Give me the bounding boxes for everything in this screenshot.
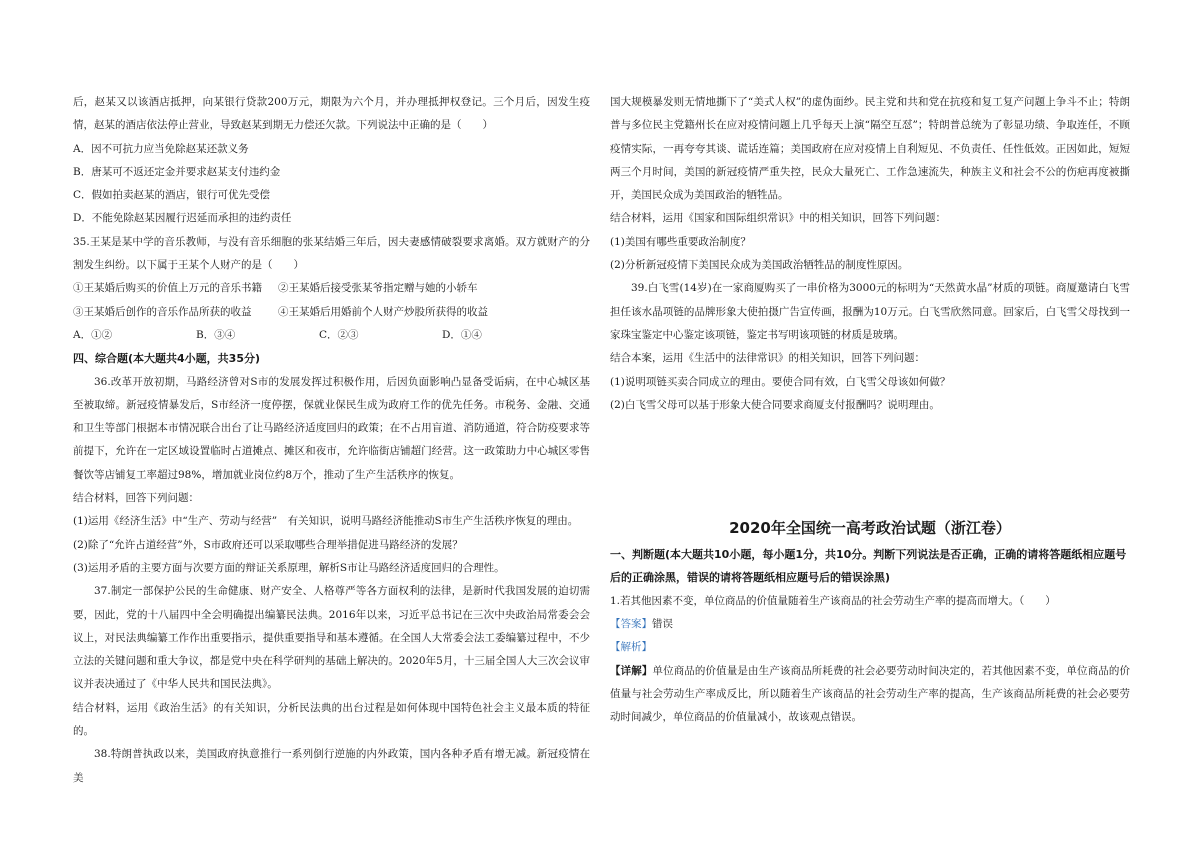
answer-value: 错误 xyxy=(652,618,673,631)
q39-sub-1: (1)说明项链买卖合同成立的理由。要使合同有效，白飞雪父母该如何做？ xyxy=(610,375,951,388)
q34-option-b: B．唐某可不返还定金并要求赵某支付违约金 xyxy=(73,165,281,178)
section-4-title: 四、综合题(本大题共4小题，共35分) xyxy=(73,352,261,366)
q36-sub-2: (2)除了“允许占道经营”外，S市政府还可以采取哪些合理举措促进马路经济的发展？ xyxy=(73,538,463,551)
q39-sub-2: (2)白飞雪父母可以基于形象大使合同要求商厦支付报酬吗？说明理由。 xyxy=(610,398,940,411)
q39-material: 39.白飞雪(14岁)在一家商厦购买了一串价格为3000元的标明为“天然黄水晶”材质的项链。商厦邀请白飞雪担任该水晶项链的品牌形象大使拍摄广告宣传画，报酬为10万元。白飞雪欣然同意。回家后，白飞雪父母找到一家珠宝鉴定中心鉴定该项链，鉴定书写明该项链的材质是玻璃。 xyxy=(610,282,1130,341)
q37-prompt: 结合材料，运用《政治生活》的有关知识，分析民法典的出台过程是如何体现中国特色社会主义最本质的特征的。 xyxy=(73,701,590,738)
q37-material: 37.制定一部保护公民的生命健康、财产安全、人格尊严等各方面权利的法律，是新时代我国发展的迫切需要，因此，党的十八届四中全会明确提出编纂民法典。2016年以来，习近平总书记在三次中央政治局常委会会议上，对民法典编纂工作作出重要指示，提供重要指导和基本遵循。在全国人大常委会法工委编纂过程中，不少立法的关键问题和重大争议，都是党中央在科学研判的基础上解决的。2020年5月，十三届全国人大三次会议审议并表决通过了《中华人民共和国民法典》。 xyxy=(73,585,590,691)
q36-sub-1: (1)运用《经济生活》中“生产、劳动与经营” 有关知识，说明马路经济能推动S市生产生活秩序恢复的理由。 xyxy=(73,515,579,528)
q34-option-d: D．不能免除赵某因履行迟延而承担的违约责任 xyxy=(73,212,292,225)
q35-item-4: ④王某婚后用婚前个人财产炒股所获得的收益 xyxy=(278,305,488,318)
paper-title: 2020年全国统一高考政治试题（浙江卷） xyxy=(729,519,1011,538)
q36-sub-3: (3)运用矛盾的主要方面与次要方面的辩证关系原理，解析S市让马路经济适度回归的合理性。 xyxy=(73,561,505,574)
q35-item-3: ③王某婚后创作的音乐作品所获的收益 xyxy=(73,305,252,318)
q38-prompt: 结合材料，运用《国家和国际组织常识》中的相关知识，回答下列问题： xyxy=(610,212,946,225)
q1-detail xyxy=(610,660,1130,730)
q35-items-row-2 xyxy=(73,301,590,324)
q34-continued-text: 后，赵某又以该酒店抵押，向某银行贷款200万元，期限为六个月，并办理抵押权登记。三个月后，因发生疫情，赵某的酒店依法停止营业，导致赵某到期无力偿还欠款。下列说法中正确的是（ ） xyxy=(73,96,590,132)
q35-choice-c: C．②③ xyxy=(319,328,359,341)
column-spacer xyxy=(610,417,1130,513)
q35-item-2: ②王某婚后接受张某爷指定赠与她的小轿车 xyxy=(278,282,478,295)
q36-prompt: 结合材料，回答下列问题： xyxy=(73,492,199,505)
detail-text: 单位商品的价值量是由生产该商品所耗费的社会必要劳动时间决定的，若其他因素不变，单位商品的价值量与社会劳动生产率成反比，所以随着生产该商品的社会劳动生产率的提高，生产该商品所耗费的社会必要劳动时间减少，单位商品的价值量减小，故该观点错误。 xyxy=(610,664,1131,724)
q38-sub-1: (1)美国有哪些重要政治制度？ xyxy=(610,235,751,248)
q34-option-c: C．假如拍卖赵某的酒店，银行可优先受偿 xyxy=(73,189,271,202)
analysis-tag: 【解析】 xyxy=(610,641,652,654)
q35-choice-b: B．③④ xyxy=(196,328,236,341)
right-column xyxy=(610,91,1130,730)
answer-tag: 【答案】 xyxy=(610,618,652,631)
q1-text: 1.若其他因素不变，单位商品的价值量随着生产该商品的社会劳动生产率的提高而增大。（ ） xyxy=(610,594,1056,607)
q36-material: 36.改革开放初期，马路经济曾对S市的发展发挥过积极作用，后因负面影响凸显备受诟病，在中心城区基至被取缔。新冠疫情暴发后，S市经济一度停摆，保就业保民生成为政府工作的优先任务。市税务、金融、交通和卫生等部门根据本市情况联合出台了让马路经济适度回归的政策；在不占用盲道、消防通道，符合防疫要求等前提下，允许在一定区域设置临时占道摊点、摊区和夜市，允许临街店铺超门经营。这一政策助力中心城区零售餐饮等店铺复工率超过98%，增加就业岗位约8万个，推动了生产生活秩序的恢复。 xyxy=(73,375,590,481)
q1-analysis xyxy=(610,636,1130,659)
q35-items-row-1 xyxy=(73,277,590,300)
q38-sub-2: (2)分析新冠疫情下美国民众成为美国政治牺牲品的制度性原因。 xyxy=(610,259,909,272)
section-1-title: 一、判断题(本大题共10小题，每小题1分，共10分。判断下列说法是否正确，正确的请将答题纸相应题号后的正确涂黑，错误的请将答题纸相应题号后的错误涂黑) xyxy=(610,548,1127,585)
q35-choice-d: D．①④ xyxy=(442,328,482,341)
q35-choice-a: A．①② xyxy=(73,328,113,341)
q35-item-1: ①王某婚后购买的价值上万元的音乐书籍 xyxy=(73,282,262,295)
q35-stem: 35.王某是某中学的音乐教师，与没有音乐细胞的张某结婚三年后，因夫妻感情破裂要求离婚。双方就财产的分割发生纠纷。以下属于王某个人财产的是（ ） xyxy=(73,235,590,272)
q38-continued-text: 国大规模暴发则无情地撕下了“美式人权”的虚伪面纱。民主党和共和党在抗疫和复工复产问题上争斗不止；特朗普与多位民主党籍州长在应对疫情问题上几乎每天上演“隔空互怼”；特朗普总统为了彰显功绩、争取连任，不顾疫情实际，一再夸夸其谈、谎话连篇；美国政府在应对疫情上自利短见、不负责任、任性低效。正因如此，短短两三个月时间，美国的新冠疫情严重失控，民众大量死亡、工作急速流失，种族主义和社会不公的伤疤再度被撕开，美国民众成为美国政治的牺牲品。 xyxy=(610,96,1130,202)
q1-answer xyxy=(610,613,1130,636)
q34-option-a: A．因不可抗力应当免除赵某还款义务 xyxy=(73,142,249,155)
q35-choices xyxy=(73,324,590,347)
left-column xyxy=(73,91,590,790)
q38-start: 38.特朗普执政以来，美国政府执意推行一系列倒行逆施的内外政策，国内各种矛盾有增无减。新冠疫情在美 xyxy=(73,748,590,784)
detail-tag: 【详解】 xyxy=(610,664,653,677)
q39-prompt: 结合本案，运用《生活中的法律常识》的相关知识，回答下列问题： xyxy=(610,352,925,365)
